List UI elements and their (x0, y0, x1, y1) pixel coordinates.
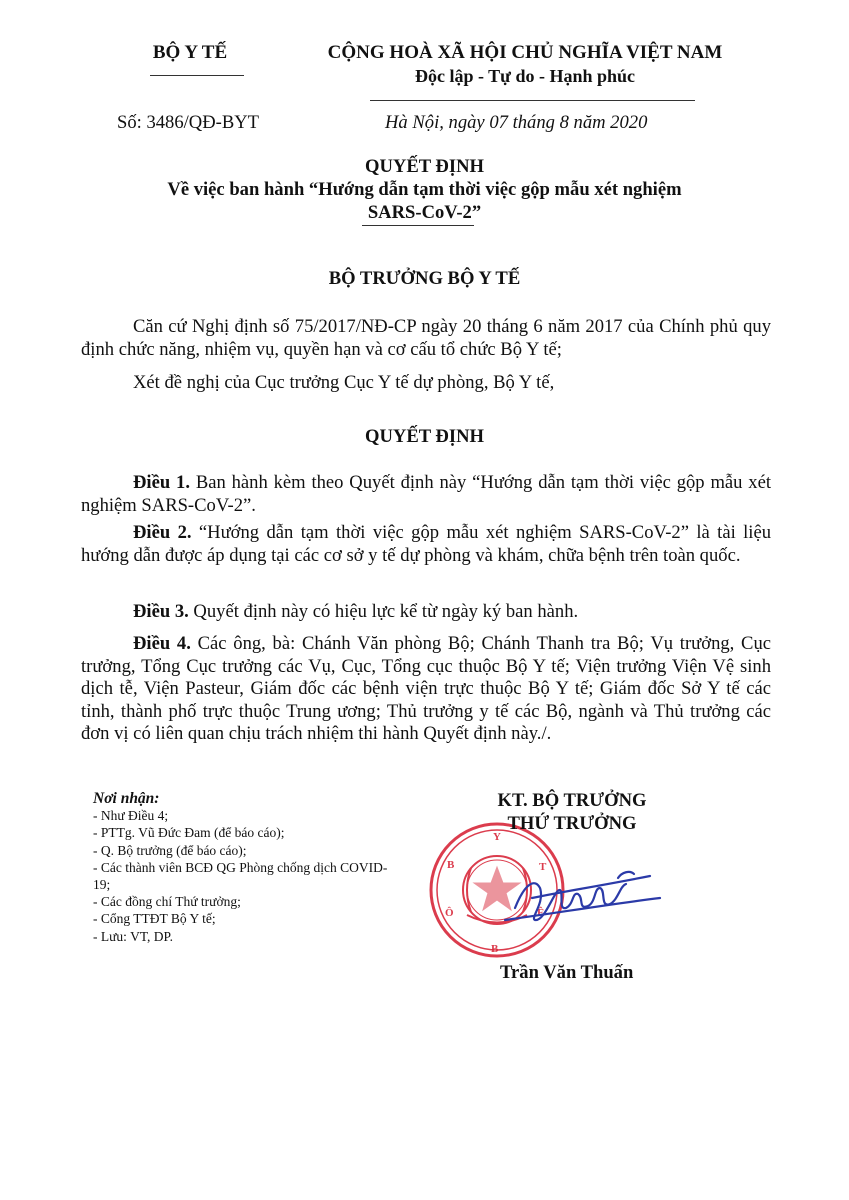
svg-text:T: T (539, 861, 547, 873)
svg-text:Ô: Ô (445, 907, 454, 919)
signer-role-1: KT. BỘ TRƯỞNG (497, 790, 647, 811)
document-number: Số: 3486/QĐ-BYT (117, 112, 260, 133)
article-4-label: Điều 4. (133, 633, 191, 654)
svg-text:Ê: Ê (537, 907, 545, 919)
signer-role-2: THỨ TRƯỞNG (507, 813, 637, 834)
article-3-label: Điều 3. (133, 601, 189, 622)
country-name: CỘNG HOÀ XÃ HỘI CHỦ NGHĨA VIỆT NAM (327, 42, 723, 63)
decision-subject-line1: Về việc ban hành “Hướng dẫn tạm thời việc gộp mẫu xét nghiệm (167, 179, 682, 200)
decision-title: QUYẾT ĐỊNH (365, 156, 484, 177)
recipient-item: - Cổng TTĐT Bộ Y tế; (93, 911, 216, 927)
article-2-text: “Hướng dẫn tạm thời việc gộp mẫu xét nghiệm SARS-CoV-2” là tài liệu hướng dẫn được áp dụng tại các cơ sở y tế dự phòng và khám, chữa bệnh trên toàn quốc. (81, 522, 772, 566)
svg-text:B: B (447, 859, 455, 871)
preamble-legal-basis: Căn cứ Nghị định số 75/2017/NĐ-CP ngày 20 tháng 6 năm 2017 của Chính phủ quy định chức năng, nhiệm vụ, quyền hạn và cơ cấu tổ chức Bộ Y tế; (81, 316, 771, 360)
article-4-text: Các ông, bà: Chánh Văn phòng Bộ; Chánh Thanh tra Bộ; Vụ trưởng, Cục trưởng, Tổng Cục trưởng các Vụ, Cục, Tổng cục thuộc Bộ Y tế; Viện trưởng Viện Vệ sinh dịch tễ, Viện Pasteur, Giám đốc các bệnh viện trực thuộc Bộ Y tế; Giám đốc Sở Y tế các tỉnh, thành phố trực thuộc Trung ương; Thủ trưởng y tế các Bộ, ngành và Thủ trưởng các đơn vị có liên quan chịu trách nhiệm thi hành Quyết định này./. (81, 633, 771, 744)
svg-text:Y: Y (493, 831, 501, 843)
article-1 (81, 472, 771, 517)
decision-heading: QUYẾT ĐỊNH (365, 426, 484, 447)
signer-name: Trần Văn Thuấn (500, 962, 634, 983)
recipient-item: - PTTg. Vũ Đức Đam (để báo cáo); (93, 825, 285, 841)
preamble-proposal: Xét đề nghị của Cục trưởng Cục Y tế dự phòng, Bộ Y tế, (133, 372, 555, 393)
issuing-authority: BỘ TRƯỞNG BỘ Y TẾ (328, 268, 521, 289)
article-3-text: Quyết định này có hiệu lực kể từ ngày ký ban hành. (188, 601, 579, 622)
recipient-item: - Lưu: VT, DP. (93, 928, 173, 944)
subject-underline (362, 225, 474, 226)
article-4 (81, 633, 771, 746)
article-1-label: Điều 1. (133, 472, 190, 493)
agency-name: BỘ Y TẾ (152, 42, 228, 63)
recipients-block (93, 790, 423, 945)
recipient-item: - Như Điều 4; (93, 808, 169, 824)
recipient-item: - Các đồng chí Thứ trưởng; (93, 894, 241, 910)
recipient-item: - Q. Bộ trưởng (để báo cáo); (93, 842, 247, 858)
place-date: Hà Nội, ngày 07 tháng 8 năm 2020 (385, 112, 648, 133)
decision-subject-line2: SARS-CoV-2” (367, 202, 482, 223)
motto-underline (370, 100, 695, 101)
article-2-label: Điều 2. (133, 522, 192, 543)
article-2 (81, 522, 771, 567)
article-3 (81, 601, 771, 624)
recipients-title: Nơi nhận: (93, 790, 160, 807)
national-motto: Độc lập - Tự do - Hạnh phúc (414, 66, 636, 86)
agency-underline (150, 75, 244, 76)
svg-text:B: B (491, 943, 499, 955)
article-1-text: Ban hành kèm theo Quyết định này “Hướng dẫn tạm thời việc gộp mẫu xét nghiệm SARS-CoV-2”. (81, 472, 772, 516)
handwritten-signature (500, 848, 670, 938)
recipient-item: - Các thành viên BCĐ QG Phòng chống dịch COVID-19; (93, 859, 388, 893)
